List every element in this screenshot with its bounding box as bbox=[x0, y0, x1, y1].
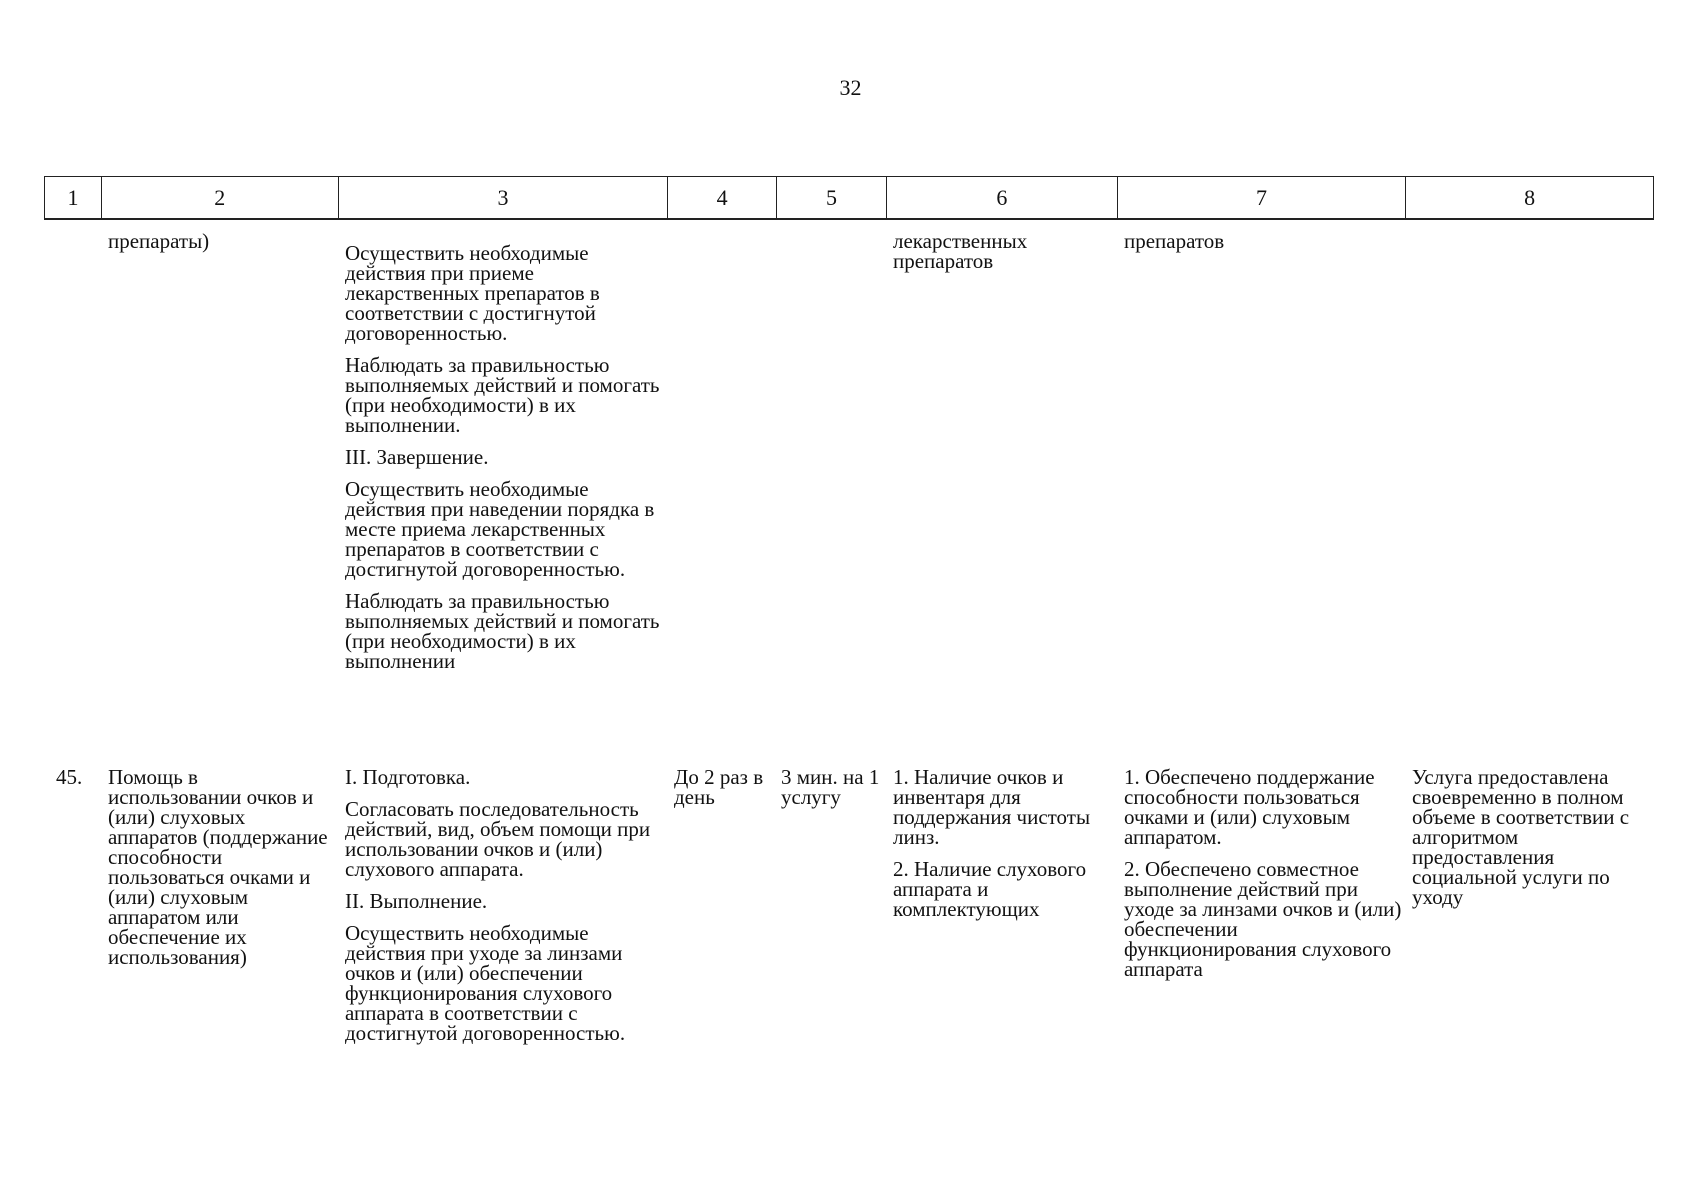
row-45-col3-para-3: II. Выполнение. bbox=[345, 889, 488, 913]
table-header-row bbox=[44, 176, 1654, 220]
continued-col2: препараты) bbox=[108, 229, 210, 253]
row-45-col5: 3 мин. на 1 услугу bbox=[781, 765, 880, 809]
header-col-7: 7 bbox=[1118, 177, 1407, 218]
page-number: 32 bbox=[839, 75, 862, 100]
row-45-col4: До 2 раз в день bbox=[674, 765, 764, 809]
header-col-2: 2 bbox=[102, 177, 339, 218]
row-45-col3-para-4: Осуществить необходимые действия при уходе за линзами очков и (или) обеспечении функционирования слухового аппарата в соответствии с достигнутой договоренностью. bbox=[345, 921, 626, 1045]
header-col-6: 6 bbox=[887, 177, 1118, 218]
header-col-1: 1 bbox=[45, 177, 102, 218]
continued-col3 bbox=[345, 243, 665, 683]
row-45-col2: Помощь в использовании очков и (или) слуховых аппаратов (поддержание способности пользоваться очками и (или) слуховым аппаратом или обеспечение их использования) bbox=[108, 765, 328, 969]
header-col-4: 4 bbox=[668, 177, 777, 218]
continued-col6: лекарственных препаратов bbox=[893, 229, 1028, 273]
continued-col3-para-2: Наблюдать за правильностью выполняемых действий и помогать (при необходимости) в их выполнении. bbox=[345, 353, 660, 437]
continued-col3-para-1: Осуществить необходимые действия при приеме лекарственных препаратов в соответствии с достигнутой договоренностью. bbox=[345, 241, 600, 345]
header-col-8: 8 bbox=[1524, 184, 1536, 210]
row-45-col3-para-1: I. Подготовка. bbox=[345, 765, 471, 789]
row-45-col6 bbox=[893, 767, 1105, 931]
row-45-col7-para-2: 2. Обеспечено совместное выполнение действий при уходе за линзами очков и (или) обеспечении функционирования слухового аппарата bbox=[1124, 857, 1402, 981]
continued-col3-para-5: Наблюдать за правильностью выполняемых действий и помогать (при необходимости) в их выполнении bbox=[345, 589, 660, 673]
continued-col7: препаратов bbox=[1124, 229, 1225, 253]
row-45-col6-para-2: 2. Наличие слухового аппарата и комплектующих bbox=[893, 857, 1087, 921]
header-col-3: 3 bbox=[339, 177, 669, 218]
row-45-col8: Услуга предоставлена своевременно в полном объеме в соответствии с алгоритмом предоставления социальной услуги по уходу bbox=[1412, 765, 1630, 909]
row-45-col3-para-2: Согласовать последовательность действий, вид, объем помощи при использовании очков и (или) слухового аппарата. bbox=[345, 797, 651, 881]
row-45-col3 bbox=[345, 767, 667, 1055]
row-45-col6-para-1: 1. Наличие очков и инвентаря для поддержания чистоты линз. bbox=[893, 765, 1091, 849]
continued-col3-para-4: Осуществить необходимые действия при наведении порядка в месте приема лекарственных препаратов в соответствии с достигнутой договоренностью. bbox=[345, 477, 655, 581]
header-col-5: 5 bbox=[777, 177, 887, 218]
continued-col3-para-3: III. Завершение. bbox=[345, 445, 489, 469]
row-45-col7-para-1: 1. Обеспечено поддержание способности пользоваться очками и (или) слуховым аппаратом. bbox=[1124, 765, 1375, 849]
row-45-number: 45. bbox=[56, 765, 83, 789]
row-45-col7 bbox=[1124, 767, 1409, 991]
